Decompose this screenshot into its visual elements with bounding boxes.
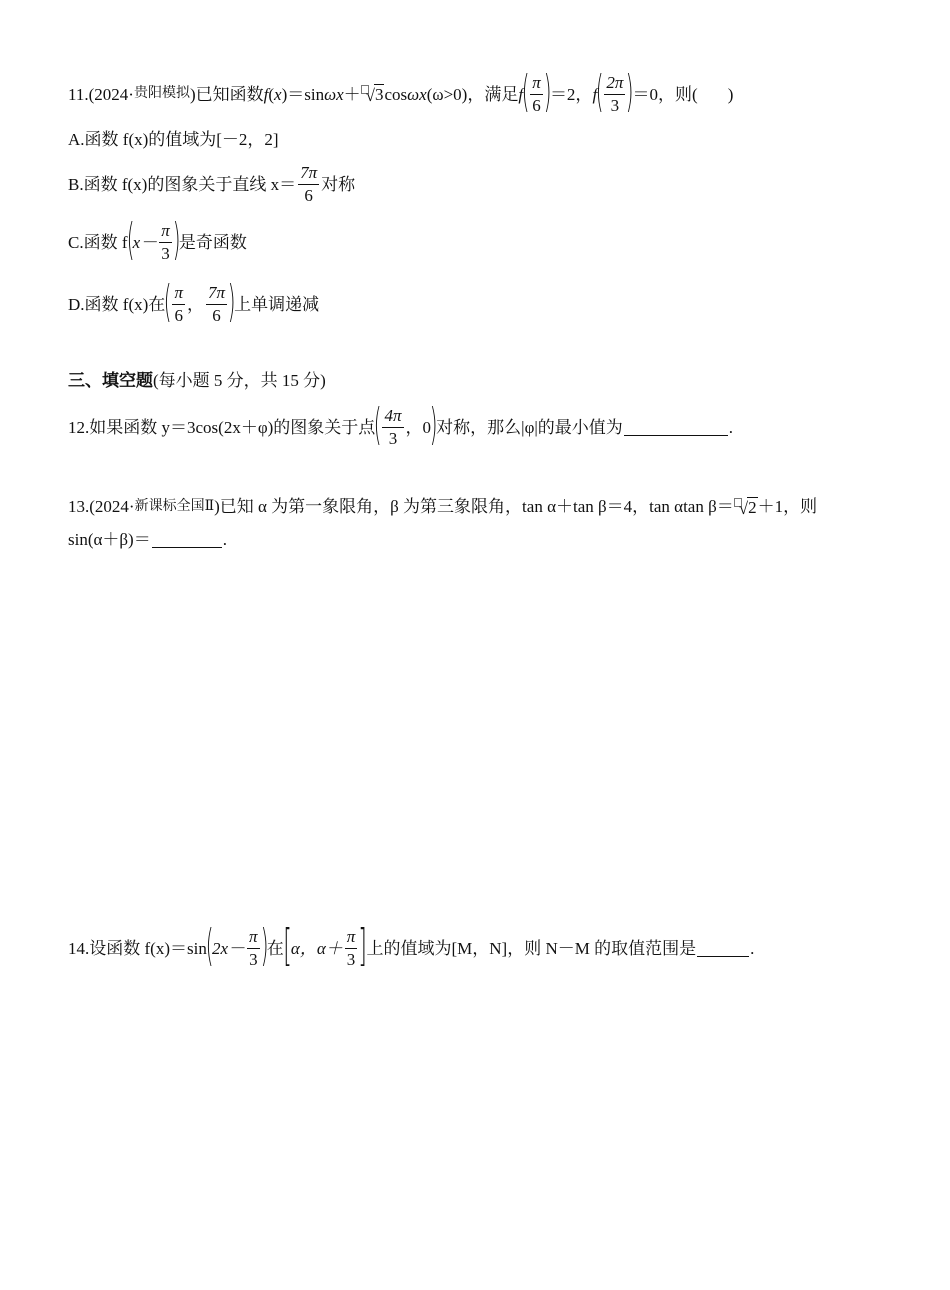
q11-sin: )＝sin bbox=[281, 84, 325, 104]
q11-omega: ω bbox=[324, 84, 337, 104]
frac-4pi-3: $\frac{4\pi}{3}$ bbox=[384, 405, 402, 448]
q11-answer-paren: ) bbox=[727, 84, 734, 104]
left-paren: ( bbox=[374, 399, 382, 450]
option-b-text: B.函数 f(x)的图象关于直线 x＝ bbox=[68, 174, 297, 194]
frac-7pi-6: $\frac{7\pi}{6}$ bbox=[207, 282, 225, 325]
option-c-suffix: 是奇函数 bbox=[178, 232, 247, 252]
q12-text: 12.如果函数 y＝3cos(2x＋φ)的图象关于点 bbox=[68, 417, 376, 437]
left-paren: ( bbox=[126, 214, 134, 265]
left-paren: ( bbox=[521, 66, 530, 117]
q11-f: f bbox=[263, 84, 269, 104]
right-paren: ) bbox=[260, 920, 269, 971]
option-c-x: x－ bbox=[132, 232, 158, 252]
option-a-text: A.函数 f(x)的值域为[－2，2] bbox=[68, 130, 279, 149]
question-13-line2 bbox=[68, 531, 227, 548]
frac-pi-3: $\frac{\pi}{3}$ bbox=[346, 926, 356, 969]
sqrt-3-radicand: 3 bbox=[374, 85, 384, 105]
q11-x3: x bbox=[419, 84, 427, 104]
question-13-line1 bbox=[68, 497, 817, 517]
q12-suffix: 对称，那么|φ|的最小值为 bbox=[436, 417, 623, 437]
question-11-stem: 11.(2024· 贵阳模拟 )已知函数 f ( x )＝sin ω x ＋ √ 3 cos ω x (ω>0)，满足 f ( $\frac{\pi}{6}$ ) ＝2， f ( $\frac{2\pi}{3}$ ) ＝0，则( ) bbox=[68, 66, 734, 117]
section-title: 三、填空题 bbox=[68, 371, 153, 390]
frac-2pi-3: $\frac{2\pi}{3}$ bbox=[606, 72, 624, 115]
q11-x: x bbox=[274, 84, 282, 104]
q11-plus: ＋ bbox=[343, 84, 361, 104]
q11-x2: x bbox=[336, 84, 344, 104]
q13-suffix: ＋1，则 bbox=[757, 497, 818, 517]
frac-pi-3: $\frac{\pi}{3}$ bbox=[249, 926, 258, 969]
q14-period: . bbox=[750, 938, 755, 958]
right-paren: ) bbox=[429, 399, 438, 450]
frac-pi-6: $\frac{\pi}{6}$ bbox=[174, 282, 183, 325]
option-d: D.函数 f(x)在 ( $\frac{\pi}{6}$ ， $\frac{7\pi}{6}$ ) 上单调递减 bbox=[68, 276, 320, 327]
q13-source: 新课标全国Ⅱ bbox=[134, 498, 215, 514]
q14-suffix: 上的值域为[M，N]，则 N－M 的取值范围是 bbox=[366, 938, 697, 958]
q11-text: )已知函数 bbox=[189, 84, 264, 104]
q11-number: 11.(2024· bbox=[68, 84, 134, 104]
q14-arg: 2x－ bbox=[212, 938, 246, 958]
right-bracket: ] bbox=[358, 920, 368, 971]
q12-period: . bbox=[728, 417, 734, 437]
sqrt-3: √ 3 bbox=[361, 84, 385, 104]
option-b-suffix: 对称 bbox=[321, 174, 356, 194]
q13-text: )已知 α 为第一象限角，β 为第三象限角，tan α＋tan β＝4，tan αtan β＝ bbox=[214, 497, 734, 517]
q11-f3: f bbox=[592, 84, 598, 104]
q11-eq2: ＝2， bbox=[549, 84, 593, 104]
sqrt-2-radicand: 2 bbox=[748, 498, 757, 517]
question-12 bbox=[68, 399, 734, 450]
left-bracket: [ bbox=[283, 920, 292, 971]
answer-blank[interactable] bbox=[152, 531, 222, 548]
q14-alpha: α，α＋ bbox=[290, 938, 343, 958]
question-14 bbox=[68, 920, 755, 971]
option-a bbox=[68, 131, 279, 148]
left-paren: ( bbox=[595, 66, 604, 117]
frac-pi-6: $\frac{\pi}{6}$ bbox=[532, 72, 541, 115]
frac-7pi-6: $\frac{7\pi}{6}$ bbox=[300, 163, 318, 205]
q11-source: 贵阳模拟 bbox=[133, 86, 190, 101]
q11-cos: cos bbox=[384, 84, 408, 104]
right-paren: ) bbox=[543, 66, 552, 117]
section-3-heading bbox=[68, 372, 326, 389]
answer-blank[interactable] bbox=[624, 419, 728, 436]
option-c-text: C.函数 f bbox=[68, 232, 128, 252]
q11-condition: (ω>0)，满足 bbox=[426, 84, 519, 104]
section-note: (每小题 5 分，共 15 分) bbox=[153, 371, 326, 390]
right-paren: ) bbox=[227, 276, 236, 327]
q13-period: . bbox=[222, 530, 227, 549]
right-paren: ) bbox=[172, 214, 181, 265]
left-paren: ( bbox=[163, 276, 172, 327]
answer-blank[interactable] bbox=[697, 940, 749, 957]
q12-zero: ，0 bbox=[405, 417, 431, 437]
sqrt-2: √ 2 bbox=[734, 497, 758, 517]
left-paren: ( bbox=[205, 920, 214, 971]
q13-line2-text: sin(α＋β)＝ bbox=[68, 530, 151, 549]
q14-text: 14.设函数 f(x)＝sin bbox=[68, 938, 207, 958]
option-c bbox=[68, 214, 247, 265]
option-d-suffix: 上单调递减 bbox=[234, 294, 320, 314]
right-paren: ) bbox=[626, 66, 634, 117]
q13-number: 13.(2024· bbox=[68, 497, 135, 517]
q11-eq0: ＝0，则( bbox=[632, 84, 698, 104]
option-b bbox=[68, 164, 355, 205]
q11-omega2: ω bbox=[407, 84, 420, 104]
frac-pi-3: $\frac{\pi}{3}$ bbox=[161, 220, 170, 263]
q14-in: 在 bbox=[266, 938, 284, 958]
option-d-text: D.函数 f(x)在 bbox=[68, 294, 166, 314]
q11-f2: f bbox=[518, 84, 524, 104]
